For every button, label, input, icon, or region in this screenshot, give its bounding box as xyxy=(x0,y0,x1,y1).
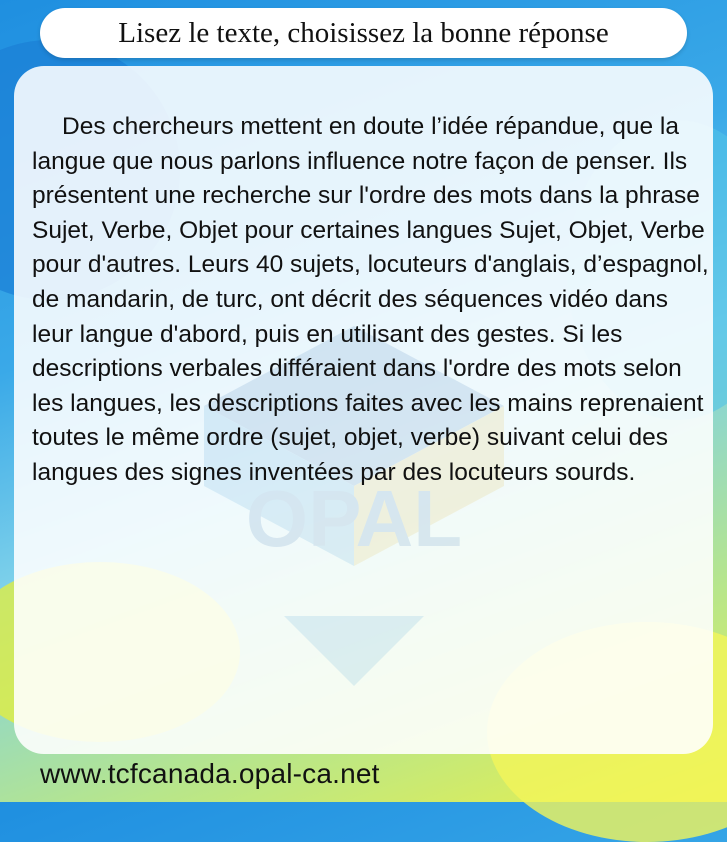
passage-card xyxy=(14,66,713,754)
instruction-title xyxy=(40,8,687,58)
watermark-text: OPAL xyxy=(245,474,463,563)
instruction-title-text: Lisez le texte, choisissez la bonne réponse xyxy=(118,16,609,49)
website-url: www.tcfcanada.opal-ca.net xyxy=(40,758,380,789)
reading-passage: Des chercheurs mettent en doute l’idée répandue, que la langue que nous parlons influence notre façon de penser. Ils présentent une recherche sur l'ordre des mots dans la phrase Sujet, Verbe, Objet pour certaines langues Sujet, Objet, Verbe pour d'autres. Leurs 40 sujets, locuteurs d'anglais, d’espagnol, de mandarin, de turc, ont décrit des séquences vidéo dans leur langue d'abord, puis en utilisant des gestes. Si les descriptions verbales différaient dans l'ordre des mots selon les langues, les descriptions faites avec les mains reprenaient toutes le même ordre (sujet, objet, verbe) suivant celui des langues des signes inventées par des locuteurs sourds. xyxy=(32,113,709,486)
